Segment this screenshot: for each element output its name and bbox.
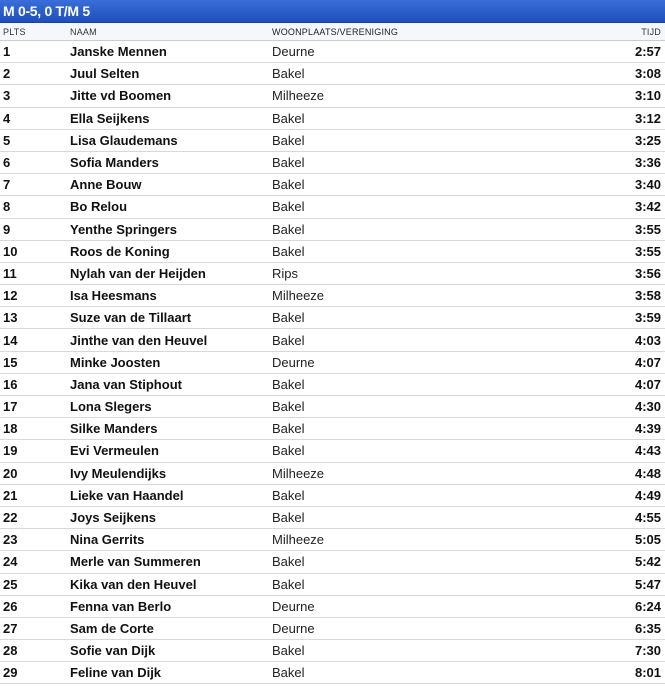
cell-place: Bakel [272, 155, 305, 171]
cell-position: 29 [3, 665, 18, 681]
table-row [0, 440, 665, 462]
cell-name: Lona Slegers [70, 399, 152, 415]
table-row [0, 551, 665, 573]
cell-place: Bakel [272, 243, 305, 259]
table-row [0, 618, 665, 640]
table-row [0, 241, 665, 263]
table-row [0, 130, 665, 152]
cell-name: Fenna van Berlo [70, 598, 172, 614]
cell-place: Bakel [272, 399, 305, 415]
table-row [0, 529, 665, 551]
table-row [0, 219, 665, 241]
cell-name: Sofie van Dijk [70, 643, 156, 659]
cell-time: 8:01 [634, 665, 661, 681]
cell-place: Bakel [272, 510, 305, 526]
cell-name: Jitte vd Boomen [70, 88, 172, 104]
cell-place: Milheeze [272, 532, 325, 548]
cell-place: Bakel [272, 199, 305, 215]
table-row [0, 352, 665, 374]
category-title: M 0-5, 0 T/M 5 [0, 0, 665, 23]
table-row [0, 507, 665, 529]
table-row [0, 152, 665, 174]
cell-time: 6:35 [634, 620, 661, 636]
cell-time: 4:48 [634, 465, 661, 481]
cell-name: Feline van Dijk [70, 665, 162, 681]
table-row [0, 108, 665, 130]
cell-name: Nina Gerrits [70, 532, 145, 548]
header-position: PLTS [3, 26, 26, 37]
cell-time: 4:30 [634, 399, 661, 415]
cell-place: Bakel [272, 177, 305, 193]
cell-position: 25 [3, 576, 18, 592]
cell-name: Anne Bouw [70, 177, 142, 193]
cell-time: 2:57 [634, 44, 661, 60]
cell-name: Roos de Koning [70, 243, 170, 259]
cell-time: 4:39 [634, 421, 661, 437]
cell-position: 4 [3, 110, 11, 126]
cell-position: 18 [3, 421, 18, 437]
cell-position: 8 [3, 199, 11, 215]
cell-name: Minke Joosten [70, 354, 161, 370]
cell-name: Ivy Meulendijks [70, 465, 167, 481]
cell-place: Bakel [272, 332, 305, 348]
cell-name: Nylah van der Heijden [70, 265, 206, 281]
table-row [0, 485, 665, 507]
cell-name: Silke Manders [70, 421, 158, 437]
cell-position: 15 [3, 354, 18, 370]
cell-time: 3:12 [634, 110, 661, 126]
table-row [0, 596, 665, 618]
cell-place: Deurne [272, 354, 315, 370]
cell-name: Sofia Manders [70, 155, 159, 171]
cell-time: 3:08 [634, 66, 661, 82]
table-row [0, 196, 665, 218]
cell-position: 10 [3, 243, 18, 259]
cell-name: Juul Selten [70, 66, 140, 82]
header-place: WOONPLAATS/VERENIGING [272, 26, 399, 37]
cell-time: 5:42 [634, 554, 661, 570]
cell-name: Evi Vermeulen [70, 443, 159, 459]
table-row [0, 329, 665, 351]
cell-place: Bakel [272, 66, 305, 82]
cell-name: Suze van de Tillaart [70, 310, 192, 326]
cell-name: Lisa Glaudemans [70, 132, 178, 148]
cell-name: Joys Seijkens [70, 510, 156, 526]
cell-position: 3 [3, 88, 11, 104]
table-row [0, 263, 665, 285]
cell-time: 4:07 [634, 354, 661, 370]
cell-place: Deurne [272, 620, 315, 636]
cell-time: 3:25 [634, 132, 661, 148]
cell-place: Bakel [272, 554, 305, 570]
table-row [0, 640, 665, 662]
table-header [0, 23, 665, 41]
cell-position: 28 [3, 643, 18, 659]
cell-time: 3:55 [634, 243, 661, 259]
cell-place: Rips [272, 265, 299, 281]
cell-name: Jana van Stiphout [70, 376, 182, 392]
cell-time: 5:47 [634, 576, 661, 592]
cell-time: 4:49 [634, 487, 661, 503]
cell-position: 12 [3, 288, 18, 304]
table-row [0, 396, 665, 418]
results-rows [0, 41, 665, 684]
cell-position: 11 [3, 265, 17, 281]
cell-place: Milheeze [272, 288, 325, 304]
cell-position: 14 [3, 332, 18, 348]
cell-position: 17 [3, 399, 18, 415]
cell-time: 3:55 [634, 221, 661, 237]
cell-time: 4:43 [634, 443, 661, 459]
cell-place: Milheeze [272, 88, 325, 104]
cell-position: 13 [3, 310, 18, 326]
cell-position: 24 [3, 554, 18, 570]
cell-place: Deurne [272, 44, 315, 60]
cell-time: 6:24 [634, 598, 661, 614]
cell-name: Ella Seijkens [70, 110, 150, 126]
cell-position: 27 [3, 620, 18, 636]
table-row [0, 41, 665, 63]
cell-position: 20 [3, 465, 18, 481]
cell-place: Bakel [272, 576, 305, 592]
table-row [0, 418, 665, 440]
cell-place: Bakel [272, 132, 305, 148]
cell-position: 16 [3, 376, 18, 392]
cell-position: 26 [3, 598, 18, 614]
header-name: NAAM [70, 26, 97, 37]
cell-name: Janske Mennen [70, 44, 167, 60]
table-row [0, 463, 665, 485]
cell-place: Bakel [272, 376, 305, 392]
cell-position: 23 [3, 532, 18, 548]
header-time: TIJD [641, 26, 661, 37]
cell-position: 6 [3, 155, 11, 171]
cell-position: 5 [3, 132, 11, 148]
cell-time: 7:30 [634, 643, 661, 659]
table-row [0, 307, 665, 329]
cell-time: 3:40 [634, 177, 661, 193]
cell-time: 3:36 [634, 155, 661, 171]
cell-name: Lieke van Haandel [70, 487, 184, 503]
cell-place: Bakel [272, 110, 305, 126]
cell-time: 3:10 [634, 88, 661, 104]
cell-place: Bakel [272, 310, 305, 326]
cell-position: 9 [3, 221, 11, 237]
table-row [0, 374, 665, 396]
cell-time: 3:59 [634, 310, 661, 326]
cell-place: Deurne [272, 598, 315, 614]
cell-position: 7 [3, 177, 11, 193]
table-row [0, 662, 665, 684]
cell-place: Bakel [272, 643, 305, 659]
cell-place: Bakel [272, 487, 305, 503]
cell-place: Bakel [272, 421, 305, 437]
table-row [0, 174, 665, 196]
cell-time: 5:05 [634, 532, 661, 548]
cell-name: Isa Heesmans [70, 288, 157, 304]
cell-name: Merle van Summeren [70, 554, 201, 570]
cell-position: 2 [3, 66, 11, 82]
cell-time: 3:56 [634, 265, 661, 281]
cell-place: Bakel [272, 665, 305, 681]
cell-name: Bo Relou [70, 199, 128, 215]
cell-time: 3:58 [634, 288, 661, 304]
cell-name: Sam de Corte [70, 620, 154, 636]
table-row [0, 85, 665, 107]
table-row [0, 574, 665, 596]
table-row [0, 63, 665, 85]
cell-time: 4:07 [634, 376, 661, 392]
cell-name: Jinthe van den Heuvel [70, 332, 208, 348]
cell-position: 21 [3, 487, 18, 503]
cell-position: 1 [3, 44, 11, 60]
cell-name: Yenthe Springers [70, 221, 177, 237]
table-row [0, 285, 665, 307]
cell-time: 4:55 [634, 510, 661, 526]
cell-time: 4:03 [634, 332, 661, 348]
cell-place: Bakel [272, 221, 305, 237]
cell-name: Kika van den Heuvel [70, 576, 197, 592]
cell-position: 22 [3, 510, 18, 526]
cell-position: 19 [3, 443, 18, 459]
cell-place: Milheeze [272, 465, 325, 481]
cell-place: Bakel [272, 443, 305, 459]
cell-time: 3:42 [634, 199, 661, 215]
